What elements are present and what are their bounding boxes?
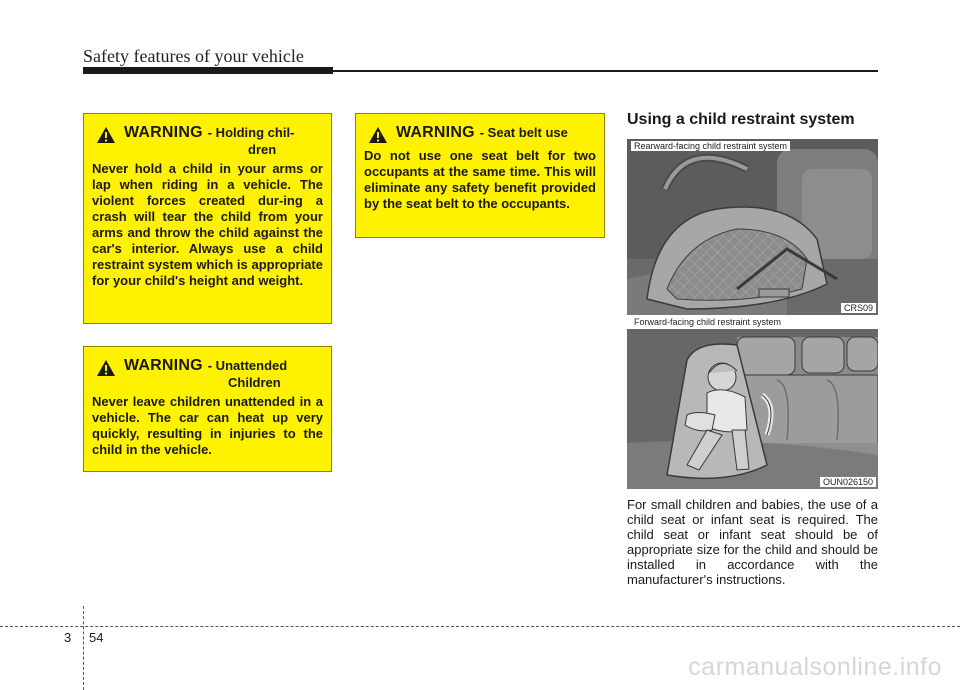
warning-subtitle: - Seat belt use	[479, 125, 568, 140]
warning-heading	[364, 124, 596, 144]
warning-unattended-children	[83, 346, 332, 472]
warning-body: Never hold a child in your arms or lap when riding in a vehicle. The violent forces created dur-ing a crash will tear the child from your arms and throw the child against the car's interior. Always use a child restraint system which is appropriate for your child's height and weight.	[92, 161, 323, 288]
warning-body: Do not use one seat belt for two occupants at the same time. This will eliminate any safety benefit provided by the seat belt to the occupants.	[364, 148, 596, 211]
warning-heading	[92, 124, 323, 157]
figure-code: CRS09	[841, 303, 876, 313]
figure-forward-facing	[627, 315, 878, 489]
footer-vertical-rule	[83, 606, 84, 690]
warning-subtitle-cont: dren	[248, 142, 277, 157]
warning-holding-children	[83, 113, 332, 324]
warning-seat-belt-use	[355, 113, 605, 238]
warning-triangle-icon	[368, 126, 388, 144]
section-title: Using a child restraint system	[627, 111, 855, 128]
figure-code: OUN026150	[820, 477, 876, 487]
footer-rule	[0, 626, 960, 627]
chapter-number: 3	[64, 630, 72, 645]
watermark: carmanualsonline.info	[688, 653, 942, 681]
warning-heading	[92, 357, 323, 390]
warning-subtitle: - Holding chil-	[207, 125, 295, 140]
page-number: 54	[89, 630, 104, 645]
warning-triangle-icon	[96, 359, 116, 377]
warning-subtitle: - Unattended	[207, 358, 288, 373]
warning-word: WARNING	[124, 124, 203, 141]
forward-facing-seat-illustration	[627, 315, 878, 489]
section-body-text: For small children and babies, the use of a child seat or infant seat is required. The child seat or infant seat should be of appropriate size for the child and should be installed in accordance with the manufacturer's instructions.	[627, 497, 878, 587]
warning-triangle-icon	[96, 126, 116, 144]
warning-word: WARNING	[396, 124, 475, 141]
header-rule	[83, 70, 878, 72]
rearward-facing-seat-illustration	[627, 139, 878, 315]
figure-rearward-facing	[627, 139, 878, 315]
warning-word: WARNING	[124, 357, 203, 374]
figure-caption: Forward-facing child restraint system	[631, 317, 784, 327]
warning-subtitle-cont: Children	[228, 375, 281, 390]
figure-caption: Rearward-facing child restraint system	[631, 141, 790, 151]
header-title: Safety features of your vehicle	[83, 46, 304, 66]
warning-body: Never leave children unattended in a vehicle. The car can heat up very quickly, resulting in injuries to the child in the vehicle.	[92, 394, 323, 457]
